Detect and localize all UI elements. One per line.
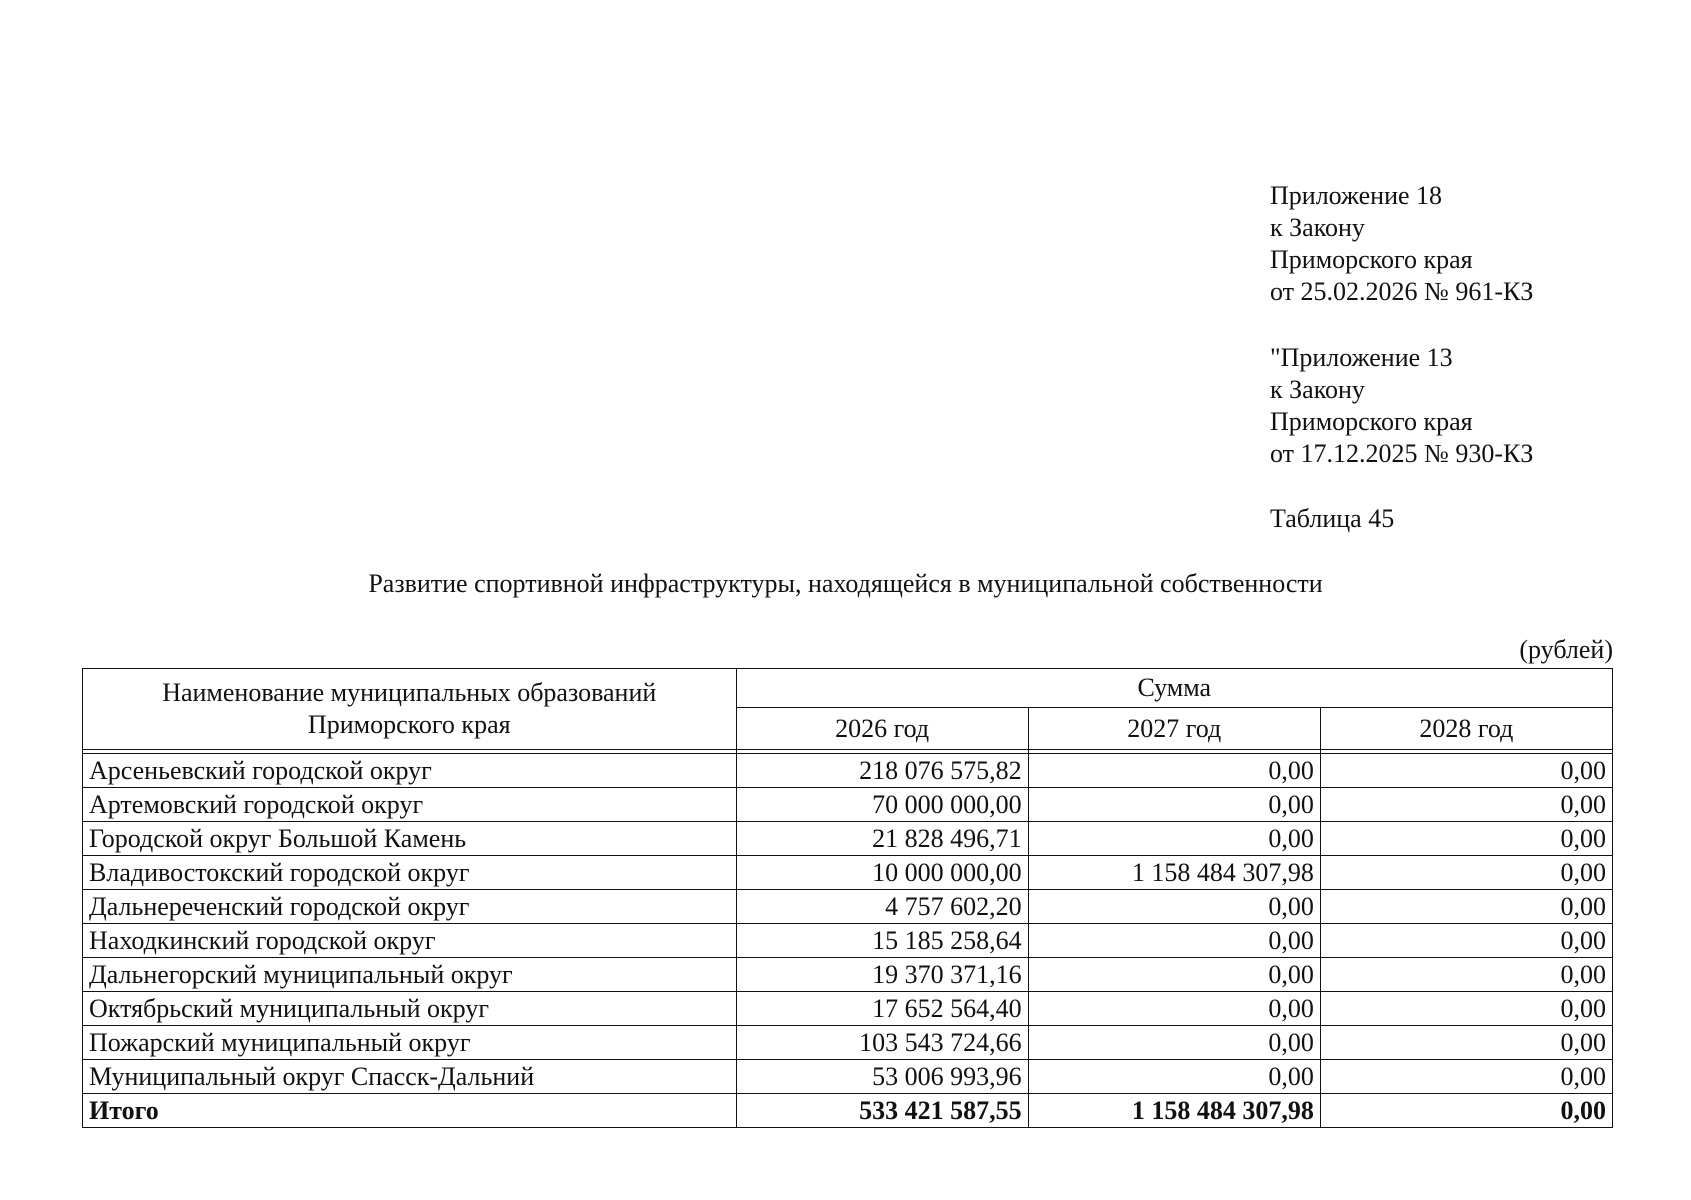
amount-2026: 10 000 000,00 — [736, 856, 1028, 890]
amount-2026: 103 543 724,66 — [736, 1026, 1028, 1060]
appendix-original-line: "Приложение 13 — [1270, 343, 1453, 372]
units-label: (рублей) — [1519, 635, 1613, 664]
header-year-2028: 2028 год — [1320, 708, 1612, 750]
appendix-original-line: от 17.12.2025 № 930-КЗ — [1270, 439, 1534, 468]
appendix-current-block — [1270, 180, 1533, 308]
amount-2028: 0,00 — [1320, 1060, 1612, 1094]
amount-2027: 0,00 — [1028, 924, 1320, 958]
amount-2027: 0,00 — [1028, 1026, 1320, 1060]
amount-2026: 17 652 564,40 — [736, 992, 1028, 1026]
amount-2027: 0,00 — [1028, 992, 1320, 1026]
municipality-name: Пожарский муниципальный округ — [83, 1026, 737, 1060]
header-year-2026: 2026 год — [736, 708, 1028, 750]
total-label: Итого — [83, 1094, 737, 1128]
amount-2028: 0,00 — [1320, 754, 1612, 788]
amount-2028: 0,00 — [1320, 1026, 1612, 1060]
table-row — [83, 924, 1613, 958]
appendix-original-line: Приморского края — [1270, 407, 1473, 436]
amount-2026: 21 828 496,71 — [736, 822, 1028, 856]
table-row — [83, 890, 1613, 924]
municipality-name: Городской округ Большой Камень — [83, 822, 737, 856]
municipality-name: Арсеньевский городской округ — [83, 754, 737, 788]
header-year-2027: 2027 год — [1028, 708, 1320, 750]
amount-2027: 0,00 — [1028, 958, 1320, 992]
total-2026: 533 421 587,55 — [736, 1094, 1028, 1128]
appendix-current-line: Приложение 18 — [1270, 181, 1443, 210]
amount-2028: 0,00 — [1320, 822, 1612, 856]
municipality-name: Муниципальный округ Спасск-Дальний — [83, 1060, 737, 1094]
table-row — [83, 822, 1613, 856]
table-number: Таблица 45 — [1270, 504, 1395, 533]
header-municipality-line1: Наименование муниципальных образований — [162, 678, 657, 707]
amount-2027: 1 158 484 307,98 — [1028, 856, 1320, 890]
funding-table — [82, 668, 1613, 1128]
amount-2027: 0,00 — [1028, 754, 1320, 788]
amount-2027: 0,00 — [1028, 822, 1320, 856]
appendix-current-line: Приморского края — [1270, 245, 1473, 274]
amount-2026: 19 370 371,16 — [736, 958, 1028, 992]
total-2027: 1 158 484 307,98 — [1028, 1094, 1320, 1128]
amount-2028: 0,00 — [1320, 788, 1612, 822]
amount-2026: 4 757 602,20 — [736, 890, 1028, 924]
total-2028: 0,00 — [1320, 1094, 1612, 1128]
appendix-current-line: к Закону — [1270, 213, 1365, 242]
municipality-name: Дальнегорский муниципальный округ — [83, 958, 737, 992]
amount-2027: 0,00 — [1028, 788, 1320, 822]
amount-2028: 0,00 — [1320, 924, 1612, 958]
table-row — [83, 788, 1613, 822]
amount-2026: 53 006 993,96 — [736, 1060, 1028, 1094]
amount-2028: 0,00 — [1320, 856, 1612, 890]
amount-2027: 0,00 — [1028, 1060, 1320, 1094]
amount-2026: 70 000 000,00 — [736, 788, 1028, 822]
table-row — [83, 1026, 1613, 1060]
municipality-name: Находкинский городской округ — [83, 924, 737, 958]
amount-2028: 0,00 — [1320, 992, 1612, 1026]
table-row — [83, 958, 1613, 992]
document-title: Развитие спортивной инфраструктуры, находящейся в муниципальной собственности — [368, 569, 1323, 598]
appendix-current-line: от 25.02.2026 № 961-КЗ — [1270, 277, 1534, 306]
table-row — [83, 1060, 1613, 1094]
amount-2027: 0,00 — [1028, 890, 1320, 924]
appendix-original-line: к Закону — [1270, 375, 1365, 404]
header-sum: Сумма — [736, 669, 1613, 708]
header-municipality — [83, 669, 737, 750]
amount-2028: 0,00 — [1320, 958, 1612, 992]
table-row — [83, 992, 1613, 1026]
amount-2026: 218 076 575,82 — [736, 754, 1028, 788]
total-row — [83, 1094, 1613, 1128]
municipality-name: Владивостокский городской округ — [83, 856, 737, 890]
municipality-name: Дальнереченский городской округ — [83, 890, 737, 924]
amount-2028: 0,00 — [1320, 890, 1612, 924]
appendix-original-block — [1270, 342, 1533, 470]
municipality-name: Артемовский городской округ — [83, 788, 737, 822]
municipality-name: Октябрьский муниципальный округ — [83, 992, 737, 1026]
header-municipality-line2: Приморского края — [307, 710, 511, 739]
table-row — [83, 754, 1613, 788]
amount-2026: 15 185 258,64 — [736, 924, 1028, 958]
table-row — [83, 856, 1613, 890]
